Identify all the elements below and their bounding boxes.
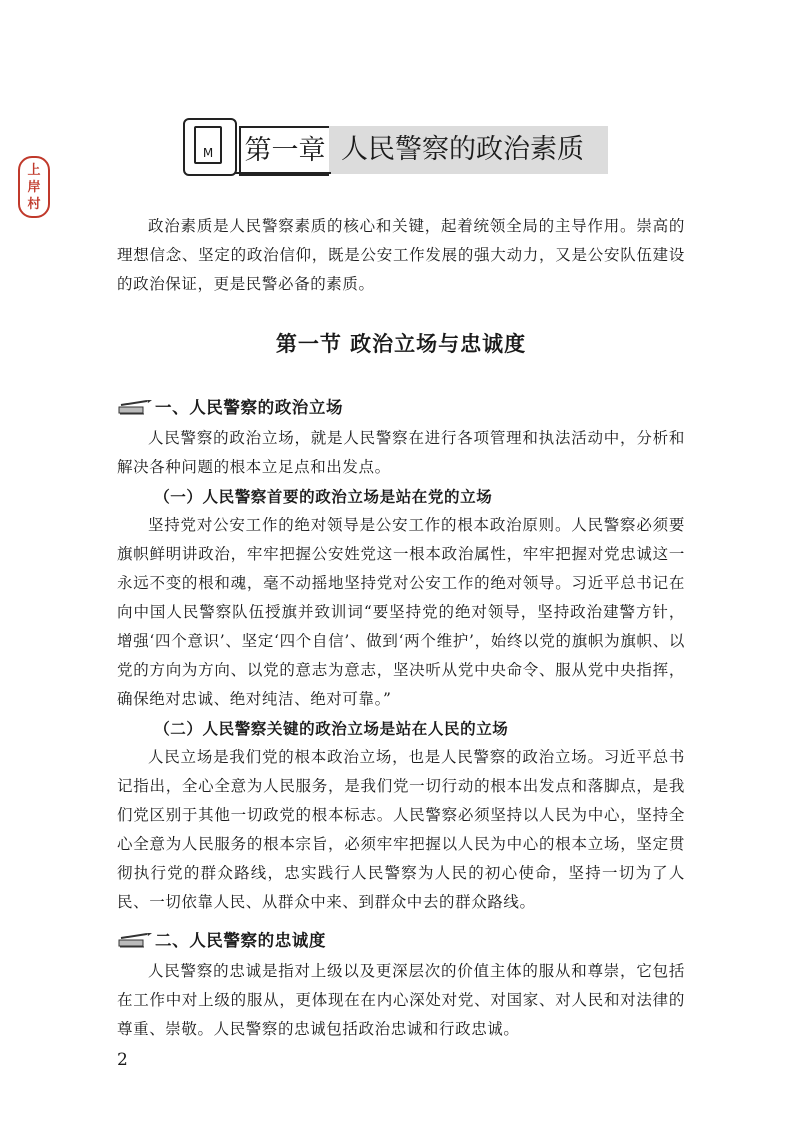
chapter-underline bbox=[235, 172, 331, 174]
chapter-label: 第一章 bbox=[239, 126, 329, 176]
pen-icon bbox=[117, 398, 153, 416]
seal-char: 岸 bbox=[27, 179, 41, 195]
pen-icon bbox=[117, 931, 153, 949]
heading-text: 二、人民警察的忠诚度 bbox=[155, 930, 326, 950]
heading-political-stance bbox=[117, 392, 685, 422]
book-cover: M bbox=[194, 126, 222, 164]
paragraph: 坚持党对公安工作的绝对领导是公安工作的根本政治原则。人民警察必须要旗帜鲜明讲政治，牢牢把握公安姓党这一根本政治属性，牢牢把握对党忠诚这一永远不变的根和魂，毫不动摇地坚持党对公安工作的绝对领导。习近平总书记在向中国人民警察队伍授旗并致训词“要坚持党的绝对领导，坚持政治建警方针，增强‘四个意识’、坚定‘四个自信’、做到‘两个维护’，始终以党的旗帜为旗帜、以党的方向为方向、以党的意志为意志，坚决听从党中央命令、服从党中央指挥，确保绝对忠诚、绝对纯洁、绝对可靠。” bbox=[117, 516, 685, 708]
section-title: 第一节 政治立场与忠诚度 bbox=[275, 331, 527, 356]
seal-stamp bbox=[18, 156, 50, 218]
paragraph: 人民警察的政治立场，就是人民警察在进行各项管理和执法活动中，分析和解决各种问题的根本立足点和出发点。 bbox=[117, 429, 685, 476]
heading-loyalty bbox=[117, 925, 685, 955]
chapter-title: 人民警察的政治素质 bbox=[329, 126, 608, 174]
page-body bbox=[117, 212, 685, 1044]
paragraph: 人民立场是我们党的根本政治立场，也是人民警察的政治立场。习近平总书记指出，全心全意为人民服务，是我们党一切行动的根本出发点和落脚点，是我们党区别于其他一切政党的根本标志。人民警察必须坚持以人民为中心，坚持全心全意为人民服务的根本宗旨，必须牢牢把握以人民为中心的根本立场，坚定贯彻执行党的群众路线，忠实践行人民警察为人民的初心使命，坚持一切为了人民、一切依靠人民、从群众中来、到群众中去的群众路线。 bbox=[117, 748, 685, 911]
book-icon bbox=[183, 118, 237, 176]
chapter-header bbox=[183, 118, 608, 176]
subheading-party-stance: （一）人民警察首要的政治立场是站在党的立场 bbox=[154, 487, 493, 506]
paragraph: 人民警察的忠诚是指对上级以及更深层次的价值主体的服从和尊崇，它包括在工作中对上级的服从，更体现在在内心深处对党、对国家、对人民和对法律的尊重、崇敬。人民警察的忠诚包括政治忠诚和行政忠诚。 bbox=[117, 962, 685, 1038]
seal-char: 上 bbox=[27, 162, 41, 178]
subheading-people-stance: （二）人民警察关键的政治立场是站在人民的立场 bbox=[154, 719, 509, 738]
intro-paragraph: 政治素质是人民警察素质的核心和关键，起着统领全局的主导作用。崇高的理想信念、坚定的政治信仰，既是公安工作发展的强大动力，又是公安队伍建设的政治保证，更是民警必备的素质。 bbox=[117, 217, 685, 293]
heading-text: 一、人民警察的政治立场 bbox=[155, 397, 344, 417]
page-number: 2 bbox=[117, 1050, 128, 1070]
seal-char: 村 bbox=[27, 196, 41, 212]
